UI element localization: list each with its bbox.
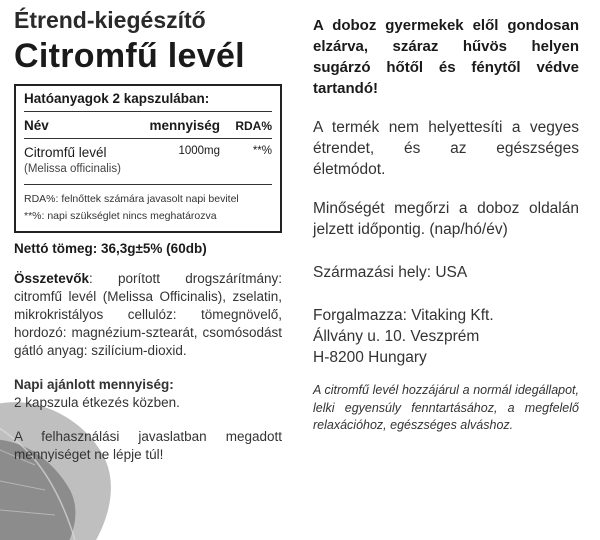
composition (14, 270, 282, 360)
left-column (14, 6, 282, 464)
rda-note: RDA%: felnőttek számára javasolt napi bevitel (24, 193, 239, 205)
active-ingredients-box (14, 84, 282, 233)
composition-label: Összetevők (14, 271, 90, 286)
dosage-text: 2 kapszula étkezés közben. (14, 395, 180, 410)
distributor-postal: H-8200 Hungary (313, 349, 427, 366)
column-name-header: Név (24, 118, 49, 133)
ingredient-name: Citromfű levél (24, 145, 107, 160)
dosage (14, 376, 282, 412)
storage-instructions: A doboz gyermekek elől gondosan elzárva, száraz hűvös helyen sugárzó hőtől és fénytől védve tartandó! (313, 17, 579, 97)
distributor-name: Forgalmazza: Vitaking Kft. (313, 307, 494, 324)
column-amount-header: mennyiség (149, 118, 220, 133)
origin: Származási hely: USA (313, 264, 468, 281)
distributor (313, 305, 579, 368)
right-column (313, 15, 579, 435)
ingredient-rda: **% (252, 145, 272, 157)
product-name: Citromfű levél (14, 37, 245, 75)
best-before-notice: Minőségét megőrzi a doboz oldalán jelzett időpontig. (nap/hó/év) (313, 200, 579, 238)
ingredients-box-title: Hatóanyagok 2 kapszulában: (24, 91, 272, 112)
ingredient-amount: 1000mg (178, 145, 220, 157)
not-replacement-notice: A termék nem helyettesíti a vegyes étrendet, és az egészséges életmódot. (313, 119, 579, 178)
column-rda-header: RDA% (235, 118, 272, 133)
net-weight: Nettó tömeg: 36,3g±5% (60db) (14, 241, 207, 256)
health-claim: A citromfű levél hozzájárul a normál idegállapot, lelki egyensúly fenntartásához, a megfelelő relaxációhoz, egészséges alváshoz. (313, 383, 579, 432)
ingredients-notes (24, 185, 272, 225)
ingredients-header-row (24, 112, 272, 139)
distributor-street: Állvány u. 10. Veszprém (313, 328, 480, 345)
dosage-label: Napi ajánlott mennyiség: (14, 377, 174, 392)
composition-text: : porított drogszárítmány: citromfű levél (Melissa Officinalis), zselatin, mikrokristályos cellulóz: tömegnövelő, hordozó: magnézium-sztearát, csomósodást gátló anyag: szilícium-dioxid. (14, 271, 282, 358)
dosage-warning: A felhasználási javaslatban megadott mennyiséget ne lépje túl! (14, 429, 282, 462)
ingredient-latin-name: (Melissa officinalis) (24, 163, 121, 175)
unset-need-note: **%: napi szükséglet nincs meghatározva (24, 210, 217, 222)
ingredient-row (24, 139, 272, 185)
product-category: Étrend-kiegészítő (14, 7, 206, 33)
